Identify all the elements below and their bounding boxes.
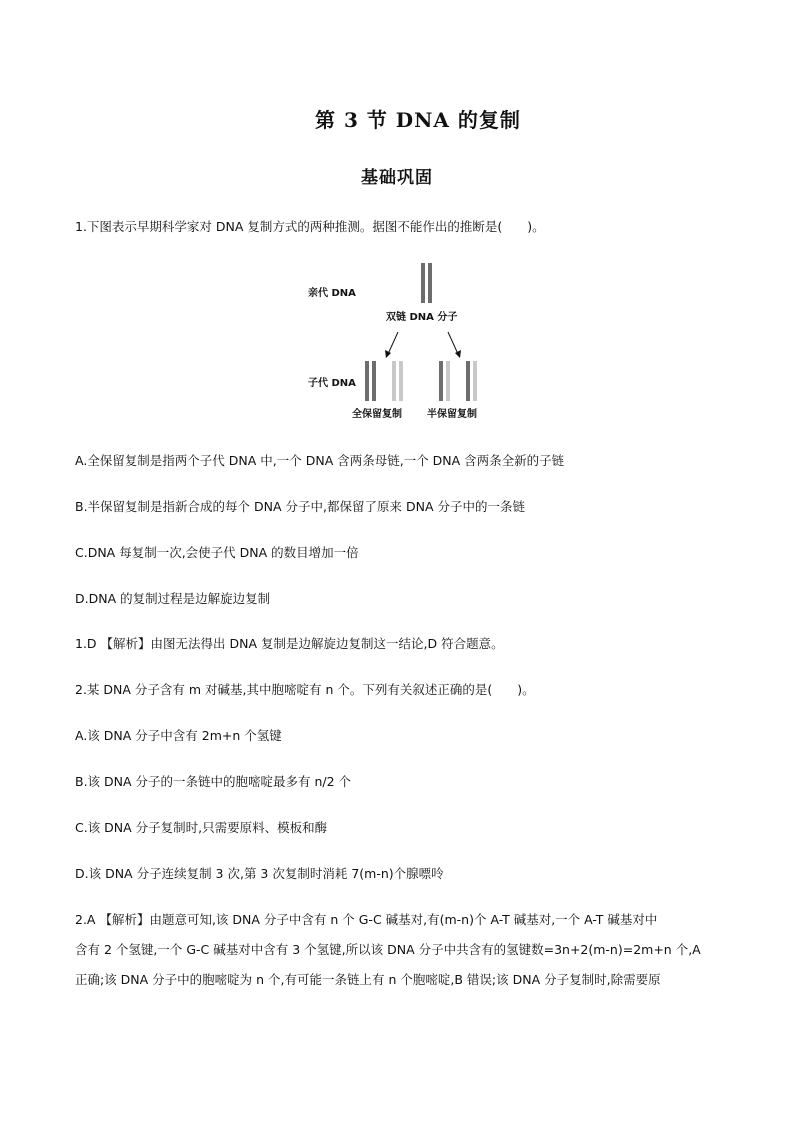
question-1-option-d: D.DNA 的复制过程是边解旋边复制 <box>75 591 271 606</box>
question-2-option-b: B.该 DNA 分子的一条链中的胞嘧啶最多有 n/2 个 <box>75 774 352 789</box>
question-2-answer-line-1: 2.A 【解析】由题意可知,该 DNA 分子中含有 n 个 G-C 碱基对,有(m-n)个 A-T 碱基对,一个 A-T 碱基对中 <box>75 912 658 927</box>
conservative-label: 全保留复制 <box>352 409 402 420</box>
semi-new-strand-2 <box>473 361 477 401</box>
dna-replication-diagram <box>300 258 500 423</box>
question-1-answer: 1.D 【解析】由图无法得出 DNA 复制是边解旋边复制这一结论,D 符合题意。 <box>75 636 504 651</box>
page-title: 第 3 节 DNA 的复制 <box>315 108 521 132</box>
question-2-answer-line-2: 含有 2 个氢键,一个 G-C 碱基对中含有 3 个氢键,所以该 DNA 分子中共含有的氢键数=3n+2(m-n)=2m+n 个,A <box>75 942 701 957</box>
arrow-head-conservative <box>385 350 391 358</box>
question-1-option-a: A.全保留复制是指两个子代 DNA 中,一个 DNA 含两条母链,一个 DNA 含两条全新的子链 <box>75 453 565 468</box>
parent-strand-left <box>421 263 425 303</box>
double-strand-label: 双链 DNA 分子 <box>386 312 458 323</box>
semi-old-strand-2 <box>466 361 470 401</box>
question-2-option-c: C.该 DNA 分子复制时,只需要原料、模板和酶 <box>75 820 328 835</box>
conservative-old-strand-1 <box>365 361 369 401</box>
question-2-stem: 2.某 DNA 分子含有 m 对碱基,其中胞嘧啶有 n 个。下列有关叙述正确的是( )。 <box>75 682 535 697</box>
question-2-answer-line-3: 正确;该 DNA 分子中的胞嘧啶为 n 个,有可能一条链上有 n 个胞嘧啶,B 错误;该 DNA 分子复制时,除需要原 <box>75 972 661 987</box>
conservative-new-strand-2 <box>399 361 403 401</box>
semi-new-strand-1 <box>446 361 450 401</box>
section-heading: 基础巩固 <box>361 168 433 188</box>
question-1-stem: 1.下图表示早期科学家对 DNA 复制方式的两种推测。据图不能作出的推断是( )。 <box>75 219 545 234</box>
arrow-to-conservative <box>388 332 398 354</box>
parent-dna-label: 亲代 DNA <box>308 288 356 299</box>
question-2-option-d: D.该 DNA 分子连续复制 3 次,第 3 次复制时消耗 7(m-n)个腺嘌呤 <box>75 866 444 881</box>
conservative-new-strand-1 <box>392 361 396 401</box>
semi-old-strand-1 <box>439 361 443 401</box>
child-dna-label: 子代 DNA <box>308 378 356 389</box>
conservative-old-strand-2 <box>372 361 376 401</box>
parent-strand-right <box>428 263 432 303</box>
question-1-option-b: B.半保留复制是指新合成的每个 DNA 分子中,都保留了原来 DNA 分子中的一条链 <box>75 499 525 514</box>
arrow-head-semiconservative <box>455 350 461 358</box>
dna-replication-figure <box>300 258 500 423</box>
question-1-option-c: C.DNA 每复制一次,会使子代 DNA 的数目增加一倍 <box>75 545 359 560</box>
arrow-to-semiconservative <box>448 332 458 354</box>
question-2-option-a: A.该 DNA 分子中含有 2m+n 个氢键 <box>75 728 282 743</box>
semiconservative-label: 半保留复制 <box>427 409 477 420</box>
